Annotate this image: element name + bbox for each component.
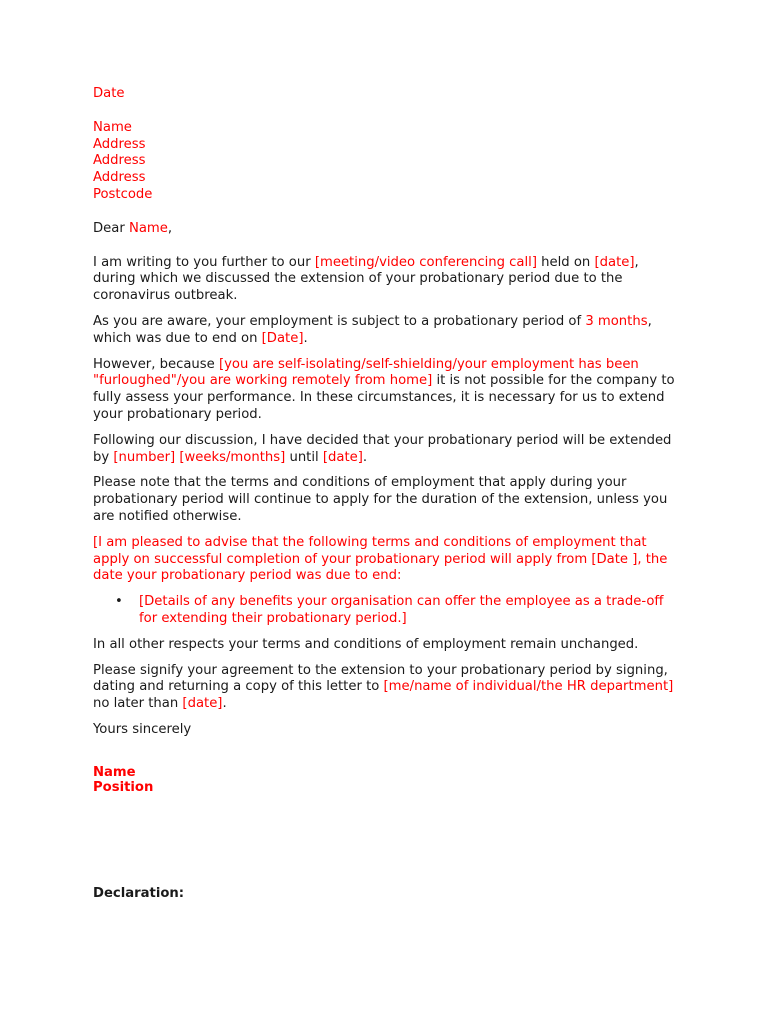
paragraph-text: . <box>303 330 308 346</box>
paragraph-text: As you are aware, your employment is subject to a probationary period of <box>93 313 586 329</box>
salutation <box>93 221 683 238</box>
benefits-placeholder: [Details of any benefits your organisation can offer the employee as a trade-off for extending their probationary period.] <box>139 594 664 626</box>
closing: Yours sincerely <box>93 721 192 737</box>
placeholder-probation-length: 3 months <box>585 313 648 329</box>
paragraph-text: held on <box>536 254 595 270</box>
salutation-suffix: , <box>167 220 173 236</box>
placeholder-return-to: [me/name of individual/the HR department] <box>383 679 674 695</box>
bullet-icon: • <box>115 594 123 610</box>
recipient-postcode: Postcode <box>93 186 153 202</box>
placeholder-meeting-type: [meeting/video conferencing call] <box>314 254 537 270</box>
placeholder-reason: [you are self-isolating/self-shielding/your employment has been "furloughed"/you are working remotely from home] <box>93 356 639 389</box>
salutation-prefix: Dear <box>93 220 129 236</box>
paragraph-text: . <box>222 696 227 712</box>
recipient-address-line-1: Address <box>93 136 146 152</box>
paragraph-text: no later than <box>93 696 183 712</box>
list-item <box>115 594 683 628</box>
placeholder-date: [date] <box>182 696 223 712</box>
paragraph-text: Following our discussion, I have decided that your probationary period will be extended by <box>93 432 672 465</box>
placeholder-end-date: [Date] <box>261 330 304 346</box>
paragraph-text: until <box>285 449 323 465</box>
recipient-address-line-3: Address <box>93 170 146 186</box>
declaration-heading: Declaration: <box>93 886 185 901</box>
placeholder-extension-length: [number] [weeks/months] <box>113 449 286 465</box>
paragraph-extension <box>93 433 683 467</box>
signature-block <box>93 765 683 796</box>
paragraph-text: it is not possible for the company to fully assess your performance. In these circumstances, it is necessary for us to extend your probationary period. <box>93 373 675 422</box>
paragraph-agreement <box>93 663 683 713</box>
signature-position: Position <box>93 780 154 796</box>
paragraph-text: , which was due to end on <box>93 313 652 346</box>
paragraph-text: , during which we discussed the extension of your probationary period due to the coronavirus outbreak. <box>93 254 639 304</box>
paragraph-terms-continue: Please note that the terms and conditions of employment that apply during your probationary period will continue to apply for the duration of the extension, unless you are notified otherwise. <box>93 475 668 524</box>
benefits-list <box>93 594 683 628</box>
signature-name: Name <box>93 764 136 780</box>
placeholder-date: [date] <box>322 449 363 465</box>
paragraph-text: . <box>362 449 368 465</box>
paragraph-reason <box>93 357 683 424</box>
paragraph-other-terms: In all other respects your terms and conditions of employment remain unchanged. <box>93 636 639 652</box>
paragraph-meeting-reference <box>93 255 683 305</box>
salutation-name: Name <box>128 220 168 236</box>
placeholder-date: [date] <box>594 254 635 270</box>
letter-date: Date <box>93 86 125 101</box>
paragraph-text: However, because <box>93 356 219 372</box>
letter-body <box>93 86 683 796</box>
paragraph-text: Please signify your agreement to the extension to your probationary period by signing, dating and returning a copy of this letter to <box>93 662 668 695</box>
recipient-address-block <box>93 120 683 204</box>
recipient-name: Name <box>93 119 132 135</box>
paragraph-text: I am writing to you further to our <box>93 254 315 270</box>
recipient-address-line-2: Address <box>93 153 146 169</box>
paragraph-probation-term <box>93 314 683 348</box>
paragraph-terms-on-completion: [I am pleased to advise that the following terms and conditions of employment that apply on successful completion of your probationary period will apply from [Date ], the date your probationary period was due to end: <box>93 534 668 584</box>
